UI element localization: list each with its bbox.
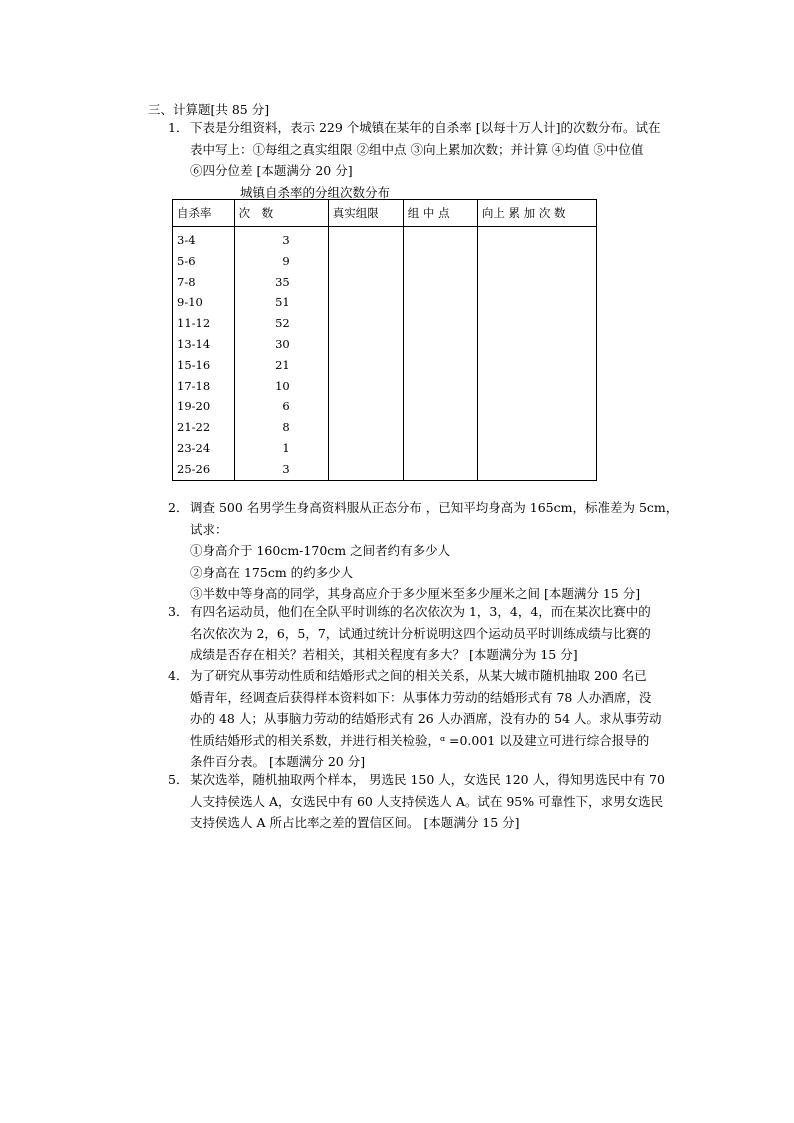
cell-suicide-rate: 21-22 bbox=[173, 417, 235, 438]
table-row bbox=[173, 227, 597, 251]
question-line: 有四名运动员，他们在全队平时训练的名次依次为 1，3，4，4，而在某次比赛中的 bbox=[190, 604, 651, 619]
question-line: 性质结婚形式的相关系数，并进行相关检验，ᵅ =0.001 以及建立可进行综合报导的 bbox=[190, 732, 650, 748]
section-title: 三、计算题[共 85 分] bbox=[148, 102, 270, 117]
header-true-limits: 真实组限 bbox=[328, 200, 403, 227]
cell-cumulative bbox=[477, 313, 596, 334]
cell-midpoint bbox=[403, 438, 477, 459]
table-row bbox=[173, 355, 597, 376]
question-text bbox=[190, 117, 680, 182]
cell-true-limits bbox=[328, 251, 403, 272]
question-line: ⑥四分位差 [本题满分 20 分] bbox=[190, 163, 353, 178]
cell-cumulative bbox=[477, 459, 596, 480]
cell-cumulative bbox=[477, 355, 596, 376]
cell-suicide-rate: 11-12 bbox=[173, 313, 235, 334]
cell-true-limits bbox=[328, 334, 403, 355]
cell-midpoint bbox=[403, 459, 477, 480]
cell-suicide-rate: 7-8 bbox=[173, 272, 235, 293]
table-row bbox=[173, 417, 597, 438]
question-1 bbox=[168, 117, 680, 182]
cell-midpoint bbox=[403, 355, 477, 376]
cell-suicide-rate: 5-6 bbox=[173, 251, 235, 272]
header-suicide-rate: 自杀率 bbox=[173, 200, 235, 227]
cell-midpoint bbox=[403, 376, 477, 397]
cell-suicide-rate: 3-4 bbox=[173, 227, 235, 251]
cell-suicide-rate: 13-14 bbox=[173, 334, 235, 355]
question-number: 3． bbox=[168, 604, 189, 619]
question-line: 表中写上：①每组之真实组限 ②组中点 ③向上累加次数；并计算 ④均值 ⑤中位值 bbox=[190, 141, 644, 157]
table-caption: 城镇自杀率的分组次数分布 bbox=[240, 185, 391, 200]
question-4 bbox=[168, 665, 680, 773]
cell-count: 3 bbox=[234, 459, 328, 480]
question-line: 支持侯选人 A 所占比率之差的置信区间。 [本题满分 15 分] bbox=[190, 815, 520, 830]
cell-count: 10 bbox=[234, 376, 328, 397]
cell-count: 1 bbox=[234, 438, 328, 459]
question-text bbox=[190, 665, 680, 773]
table-row bbox=[173, 251, 597, 272]
cell-midpoint bbox=[403, 417, 477, 438]
table-row bbox=[173, 313, 597, 334]
table-row bbox=[173, 376, 597, 397]
question-line: 成绩是否存在相关？若相关，其相关程度有多大？ [本题满分为 15 分] bbox=[190, 647, 578, 662]
cell-true-limits bbox=[328, 438, 403, 459]
cell-suicide-rate: 15-16 bbox=[173, 355, 235, 376]
cell-count: 8 bbox=[234, 417, 328, 438]
cell-true-limits bbox=[328, 227, 403, 251]
question-line: 名次依次为 2，6，5，7，试通过统计分析说明这四个运动员平时训练成绩与比赛的 bbox=[190, 625, 651, 641]
question-line: 婚青年，经调查后获得样本资料如下：从事体力劳动的结婚形式有 78 人办酒席，没 bbox=[190, 689, 652, 705]
question-number: 5． bbox=[168, 772, 189, 787]
cell-true-limits bbox=[328, 272, 403, 293]
question-line: 条件百分表。 [本题满分 20 分] bbox=[190, 754, 366, 769]
question-text bbox=[190, 769, 680, 834]
sub-question: ③半数中等身高的同学，其身高应介于多少厘米至多少厘米之间 [本题满分 15 分] bbox=[190, 586, 641, 601]
cell-true-limits bbox=[328, 376, 403, 397]
cell-true-limits bbox=[328, 355, 403, 376]
cell-count: 3 bbox=[234, 227, 328, 251]
cell-midpoint bbox=[403, 334, 477, 355]
cell-true-limits bbox=[328, 292, 403, 313]
cell-count: 35 bbox=[234, 272, 328, 293]
cell-suicide-rate: 19-20 bbox=[173, 396, 235, 417]
question-line: 为了研究从事劳动性质和结婚形式之间的相关关系，从某大城市随机抽取 200 名已 bbox=[190, 668, 647, 683]
cell-midpoint bbox=[403, 251, 477, 272]
cell-count: 6 bbox=[234, 396, 328, 417]
question-number: 2． bbox=[168, 500, 189, 515]
cell-cumulative bbox=[477, 272, 596, 293]
question-5 bbox=[168, 769, 680, 834]
question-line: 调查 500 名男学生身高资料服从正态分布 ，已知平均身高为 165cm，标准差为 5cm， bbox=[190, 500, 679, 515]
question-text bbox=[190, 497, 680, 605]
cell-suicide-rate: 9-10 bbox=[173, 292, 235, 313]
cell-midpoint bbox=[403, 227, 477, 251]
cell-count: 9 bbox=[234, 251, 328, 272]
table-header-row bbox=[173, 200, 597, 227]
question-line: 某次选举，随机抽取两个样本， 男选民 150 人，女选民 120 人，得知男选民中有 70 bbox=[190, 772, 665, 787]
cell-count: 30 bbox=[234, 334, 328, 355]
table-body bbox=[173, 227, 597, 481]
frequency-table bbox=[172, 199, 597, 481]
question-text bbox=[190, 601, 680, 666]
cell-cumulative bbox=[477, 292, 596, 313]
sub-question: ②身高在 175cm 的约多少人 bbox=[190, 564, 354, 580]
cell-true-limits bbox=[328, 459, 403, 480]
question-2 bbox=[168, 497, 680, 605]
header-cumulative: 向上 累 加 次 数 bbox=[477, 200, 596, 227]
table-row bbox=[173, 438, 597, 459]
table-row bbox=[173, 272, 597, 293]
table-row bbox=[173, 459, 597, 480]
cell-cumulative bbox=[477, 251, 596, 272]
question-number: 4． bbox=[168, 668, 189, 683]
question-3 bbox=[168, 601, 680, 666]
cell-midpoint bbox=[403, 313, 477, 334]
cell-midpoint bbox=[403, 292, 477, 313]
question-line: 人支持侯选人 A，女选民中有 60 人支持侯选人 A。试在 95% 可靠性下，求男女选民 bbox=[190, 793, 664, 809]
table-row bbox=[173, 292, 597, 313]
cell-cumulative bbox=[477, 438, 596, 459]
cell-true-limits bbox=[328, 417, 403, 438]
cell-cumulative bbox=[477, 396, 596, 417]
cell-suicide-rate: 25-26 bbox=[173, 459, 235, 480]
cell-cumulative bbox=[477, 334, 596, 355]
question-line: 试求： bbox=[190, 521, 228, 537]
cell-count: 52 bbox=[234, 313, 328, 334]
table-row bbox=[173, 396, 597, 417]
cell-true-limits bbox=[328, 313, 403, 334]
cell-count: 21 bbox=[234, 355, 328, 376]
cell-count: 51 bbox=[234, 292, 328, 313]
header-midpoint: 组 中 点 bbox=[403, 200, 477, 227]
cell-true-limits bbox=[328, 396, 403, 417]
cell-cumulative bbox=[477, 376, 596, 397]
header-count: 次 数 bbox=[234, 200, 328, 227]
question-line: 办的 48 人；从事脑力劳动的结婚形式有 26 人办酒席，没有办的 54 人。求从事劳动 bbox=[190, 711, 662, 726]
table-row bbox=[173, 334, 597, 355]
cell-suicide-rate: 17-18 bbox=[173, 376, 235, 397]
question-number: 1． bbox=[168, 120, 189, 135]
cell-midpoint bbox=[403, 272, 477, 293]
cell-cumulative bbox=[477, 227, 596, 251]
cell-suicide-rate: 23-24 bbox=[173, 438, 235, 459]
cell-midpoint bbox=[403, 396, 477, 417]
sub-question: ①身高介于 160cm-170cm 之间者约有多少人 bbox=[190, 543, 451, 558]
question-line: 下表是分组资料，表示 229 个城镇在某年的自杀率 [以每十万人计]的次数分布。试在 bbox=[190, 120, 661, 135]
cell-cumulative bbox=[477, 417, 596, 438]
